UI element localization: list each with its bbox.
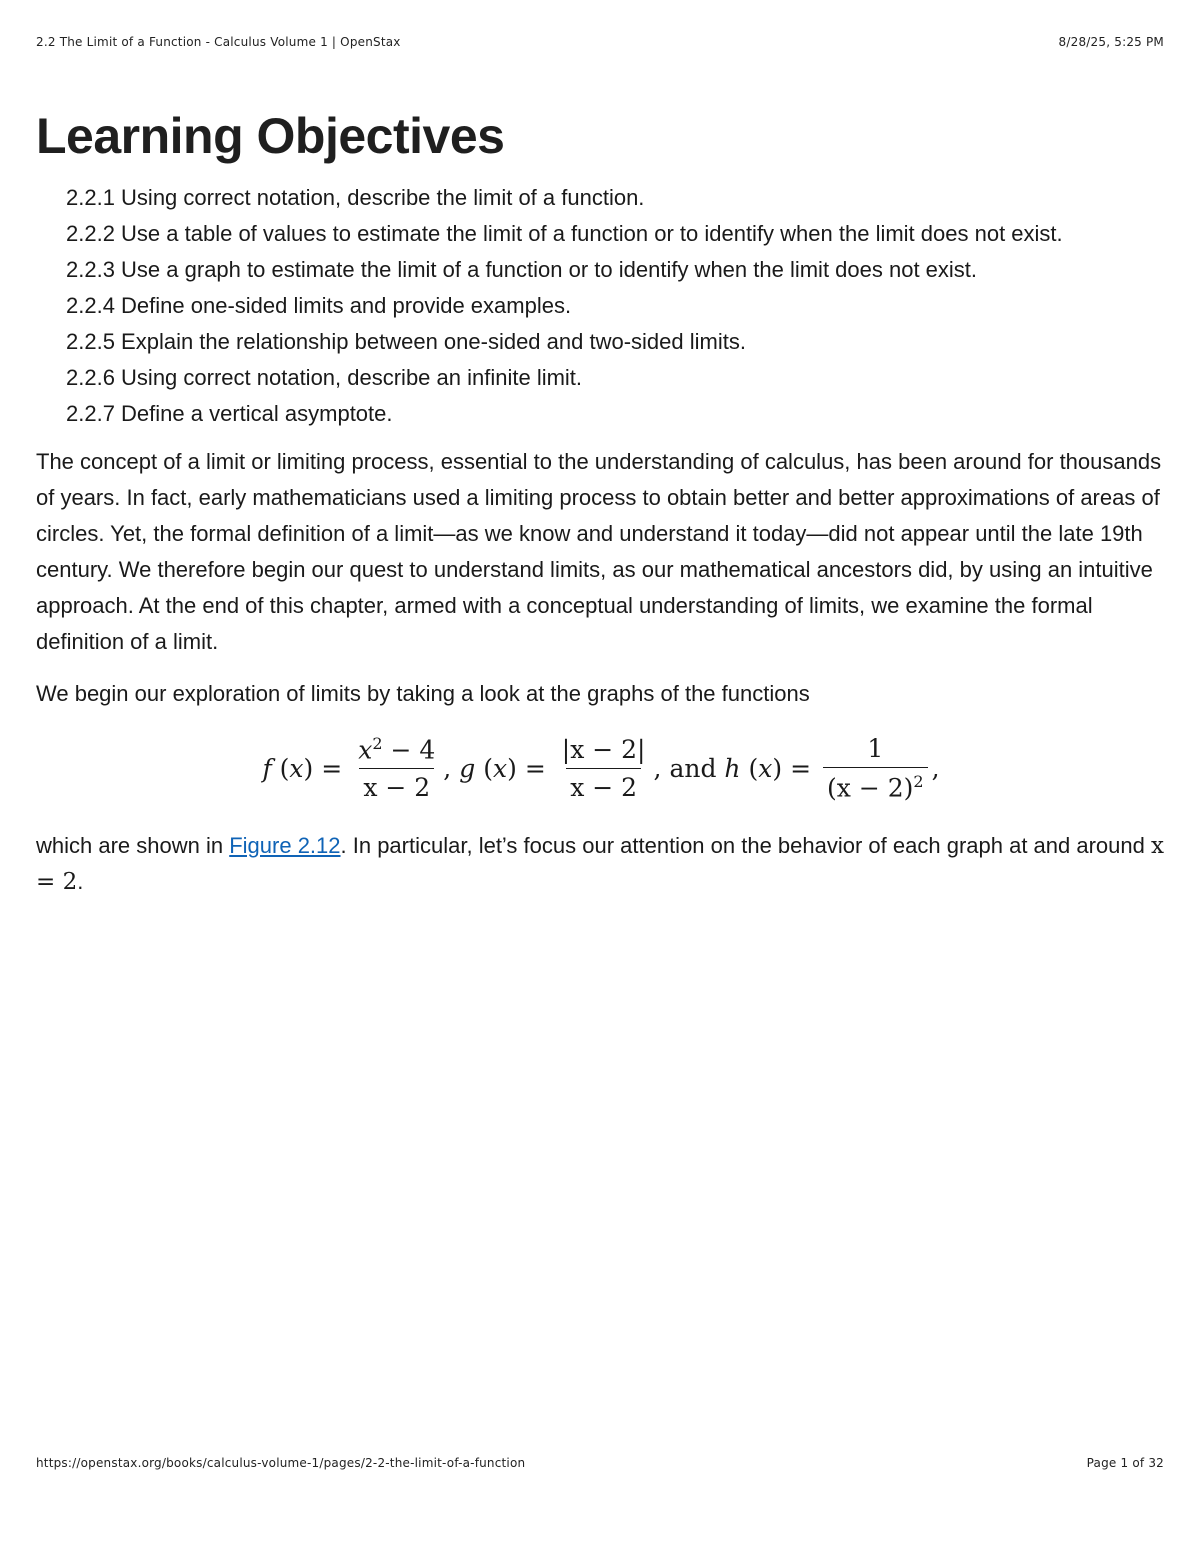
objective-item: 2.2.4 Define one-sided limits and provide examples. bbox=[66, 293, 572, 318]
g-label: g bbox=[459, 753, 476, 783]
closing-text-middle: . In particular, let’s focus our attention on the behavior of each graph at and around bbox=[340, 833, 1151, 858]
f-numerator-rest: − 4 bbox=[382, 735, 436, 765]
objective-item: 2.2.3 Use a graph to estimate the limit of a function or to identify when the limit does not exist. bbox=[66, 257, 978, 282]
f-fraction bbox=[354, 734, 439, 802]
h-numerator: 1 bbox=[867, 733, 884, 763]
closing-text-end: . bbox=[77, 869, 84, 894]
page-number: Page 1 of 32 bbox=[1086, 1456, 1164, 1470]
f-label: f bbox=[262, 753, 272, 783]
h-fraction bbox=[823, 734, 928, 802]
page-url: https://openstax.org/books/calculus-volume-1/pages/2-2-the-limit-of-a-function bbox=[36, 1456, 526, 1470]
h-label: h bbox=[724, 753, 741, 783]
h-denominator: (x − 2) bbox=[827, 773, 914, 803]
g-arg: x bbox=[492, 753, 508, 783]
g-fraction bbox=[558, 735, 650, 802]
h-denominator-exp: 2 bbox=[913, 771, 924, 791]
closing-paragraph bbox=[36, 828, 1166, 900]
lead-in-paragraph: We begin our exploration of limits by taking a look at the graphs of the functions bbox=[36, 681, 810, 706]
f-numerator-var: x bbox=[358, 735, 373, 765]
objective-item: 2.2.6 Using correct notation, describe an infinite limit. bbox=[66, 365, 583, 390]
objective-item: 2.2.5 Explain the relationship between one-sided and two-sided limits. bbox=[66, 329, 746, 354]
print-header bbox=[36, 35, 1164, 49]
closing-text-start: which are shown in bbox=[36, 833, 230, 858]
inline-math: x = 2 bbox=[36, 833, 1164, 895]
f-numerator-exp: 2 bbox=[372, 733, 383, 753]
main-content bbox=[36, 104, 1166, 900]
intro-paragraph: The concept of a limit or limiting process, essential to the understanding of calculus, has been around for thousands of years. In fact, early mathematicians used a limiting process to obtain better and better approximations of areas of circles. Yet, the formal definition of a limit—as we know and understand it today—did not appear until the late 19th century. We therefore begin our quest to understand limits, as our mathematical ancestors did, by using an intuitive approach. At the end of this chapter, armed with a conceptual understanding of limits, we examine the formal definition of a limit. bbox=[36, 449, 1162, 654]
g-denominator: x − 2 bbox=[566, 768, 641, 802]
functions-equation: f (x) = $\frac{x^2 - 4}{x - 2}$ , g (x) = $\frac{|x - 2|}{x - 2}$ , and h (x) = $\frac{1}{(x - 2)^2}$ , bbox=[262, 733, 940, 803]
h-arg: x bbox=[758, 753, 773, 783]
f-denominator: x − 2 bbox=[359, 768, 434, 802]
figure-link[interactable]: Figure 2.12 bbox=[229, 833, 341, 858]
g-numerator: |x − 2| bbox=[561, 734, 646, 764]
print-datetime: 8/28/25, 5:25 PM bbox=[1058, 35, 1164, 49]
objective-item: 2.2.1 Using correct notation, describe the limit of a function. bbox=[66, 185, 645, 210]
learning-objectives-list bbox=[36, 180, 1166, 432]
print-footer bbox=[36, 1456, 1164, 1470]
and-text: and bbox=[669, 753, 717, 783]
section-heading: Learning Objectives bbox=[36, 108, 505, 164]
objective-item: 2.2.7 Define a vertical asymptote. bbox=[66, 401, 393, 426]
page-title-header: 2.2 The Limit of a Function - Calculus Volume 1 | OpenStax bbox=[36, 35, 401, 49]
f-arg: x bbox=[289, 753, 304, 783]
objective-item: 2.2.2 Use a table of values to estimate the limit of a function or to identify when the limit does not exist. bbox=[66, 221, 1063, 246]
